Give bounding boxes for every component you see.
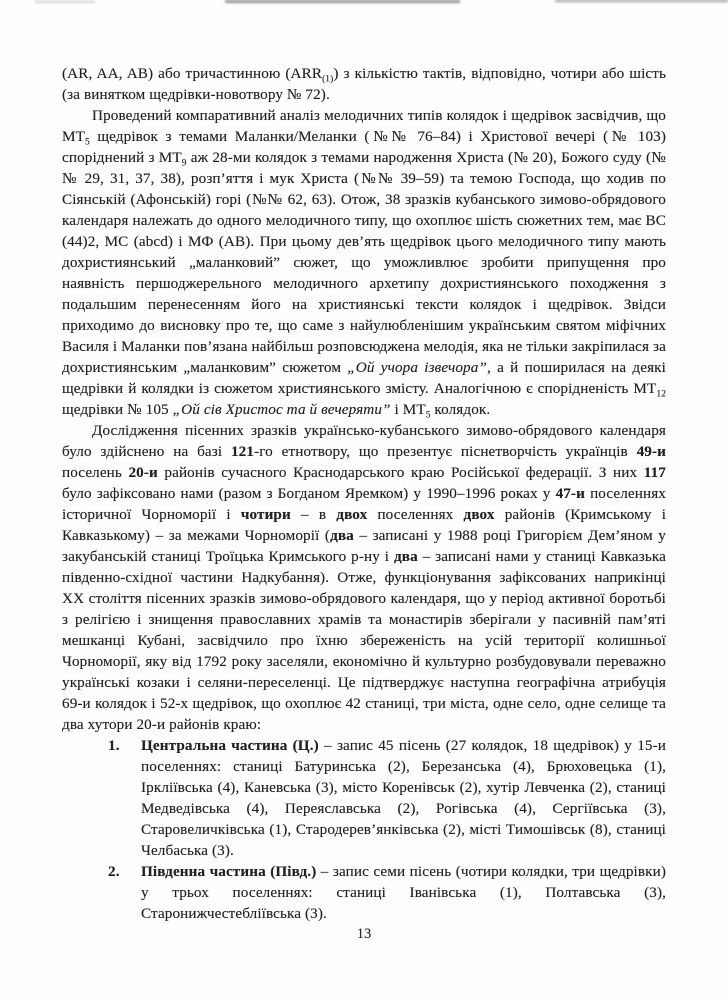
list-item-number: 1. — [108, 737, 120, 754]
text-run: (1) — [322, 74, 334, 85]
text-run: – записані нами у станиці Кавказька південно-східної частини Надкубання). Отже, функціонування зафіксованих наприкінці ХХ століття пісенних зразків зимово-обрядового календаря, що у період активної боротьбі з релігією і знищення православних храмів та монастирів зберігали у пасивній пам’яті мешканці Кубані, засвідчило про їхню збереженість на усій території колишньої Чорноморії, яку від 1792 року заселяли, економічно й культурно розбудовували переважно українські козаки і селяни-переселенці. Це підтверджує наступна географічна атрибуція 69-и колядок і 52-х щедрівок, що охоплює 42 станиці, три міста, одне село, одне селище та два хутори 20-и районів краю: — [62, 548, 666, 733]
text-run: 12 — [656, 389, 666, 400]
text-run: ) з кількістю тактів, відповідно, чотири або шість (за винятком щедрівки-новотвору № 72). — [62, 65, 666, 103]
text-run: два — [393, 548, 418, 565]
text-run: поселеннях — [367, 506, 464, 523]
list-item-text — [141, 861, 666, 924]
text-run: 9 — [181, 158, 187, 169]
paragraph-research-geography — [62, 420, 666, 735]
text-run: , а й поширилася на деякі щедрівки й колядки із сюжетом християнського змісту. Аналогічною є спорідненість МТ — [62, 359, 666, 397]
text-run: -го етнотвору, що презентує піснетворчість українців — [254, 443, 637, 460]
text-run: поселеннях історичної Чорноморії і — [62, 485, 666, 523]
text-run: Центральна частина (Ц.) — [141, 737, 319, 754]
text-run: двох — [336, 506, 368, 523]
settlements-list — [62, 735, 666, 924]
page-number: 13 — [356, 926, 372, 942]
list-item-text — [141, 735, 666, 861]
list-item-central-part — [62, 735, 666, 861]
text-run: 117 — [643, 464, 666, 481]
text-run: „Ой учора ізвечора” — [347, 359, 487, 376]
text-run: двох — [463, 506, 495, 523]
text-run: 5 — [84, 137, 90, 148]
text-run: – в — [290, 506, 337, 523]
text-run: Дослідження пісенних зразків українсько-кубанського зимово-обрядового календаря було здійснено на базі — [62, 422, 666, 460]
scan-smudge — [35, 1, 95, 3]
text-run: два — [330, 527, 354, 544]
text-run: 47-и — [555, 485, 585, 502]
text-run: – записані у 1988 році Григорієм Дем’яном у закубанській станиці Троїцька Кримського р-ну і — [62, 527, 666, 565]
paragraph-melodic-analysis — [62, 105, 666, 420]
text-run: аж 28-ми колядок з темами народження Христа (№ 20), Божого суду (№№ 29, 31, 37, 38), розп’яття і мук Христа (№№ 39–59) та темою Господа, що ходив по Сіянській (Афонській) горі (№№ 62, 63). Отож, 38 зразків кубанського зимово-обрядового календаря належать до одного мелодичного типу, що охоплює шість сюжетних тем, має ВС (44)2, МС (abcd) і МФ (АВ). При цьому дев’ять щедрівок цього мелодичного типу мають дохристиянський „маланковий” сюжет, що уможливлює зробити припущення про наявність першоджерельного мелодичного архетипу дохристиянського походження з подальшим перенесенням його на християнські тексти колядок і щедрівок. Звідси приходимо до висновку про те, що саме з найулюбленішим українським святом міфічних Василя і Маланки пов’язана найбільш розповсюджена мелодія, яка не тільки закріпилася за дохристиянським „маланковим” сюжетом — [62, 149, 666, 376]
text-run: – запис семи пісень (чотири колядки, три щедрівки) у трьох поселеннях: станиці Іванівська (1), Полтавська (3), Старонижчестебліївська (3). — [141, 863, 666, 922]
text-run: чотири — [240, 506, 291, 523]
text-run: Південна частина (Півд.) — [141, 863, 317, 880]
text-run: колядок. — [430, 401, 491, 418]
text-run: (AR, AA, AB) або тричастинною (ARR — [62, 65, 323, 82]
scan-smudge — [225, 0, 460, 3]
text-run: 5 — [425, 410, 431, 421]
text-run: районів сучасного Краснодарського краю Російської федерації. З них — [157, 464, 644, 481]
list-item-number: 2. — [108, 863, 120, 880]
text-run: щедрівки № 105 — [62, 401, 173, 418]
text-run: було зафіксовано нами (разом з Богданом Яремком) у 1990–1996 роках у — [62, 485, 556, 502]
text-run: щедрівок з темами Маланки/Меланки (№№ 76–84) і Христової вечері (№ 103) споріднений з МТ — [62, 128, 666, 166]
text-run: „Ой сів Христос та й вечеряти” — [172, 401, 391, 418]
text-run: і МТ — [390, 401, 426, 418]
text-run: 121 — [230, 443, 255, 460]
text-block — [62, 63, 666, 924]
text-run: Проведений компаративний аналіз мелодичних типів колядок і щедрівок засвідчив, що МТ — [62, 107, 666, 145]
text-run: районів (Кримському і Кавказькому) – за межами Чорноморії ( — [62, 506, 667, 544]
text-run: 49-и — [636, 443, 667, 460]
text-run: 20-и — [128, 464, 158, 481]
paragraph-continuation — [62, 63, 666, 105]
list-item-southern-part — [62, 861, 666, 924]
scan-smudge — [555, 0, 728, 2]
text-run: поселень — [62, 464, 129, 481]
text-run: – запис 45 пісень (27 колядок, 18 щедрівок) у 15-и поселеннях: станиці Батуринська (2), Березанська (4), Брюховецька (1), Іркліївська (4), Каневська (3), місто Коренівськ (2), хутір Левченка (2), станиці Медведівська (4), Переяславська (2), Рогівська (4), Сергіївська (3), Старовеличківська (1), Стародерев’янківська (2), місті Тимошівськ (8), станиці Челбаська (3). — [141, 737, 666, 859]
